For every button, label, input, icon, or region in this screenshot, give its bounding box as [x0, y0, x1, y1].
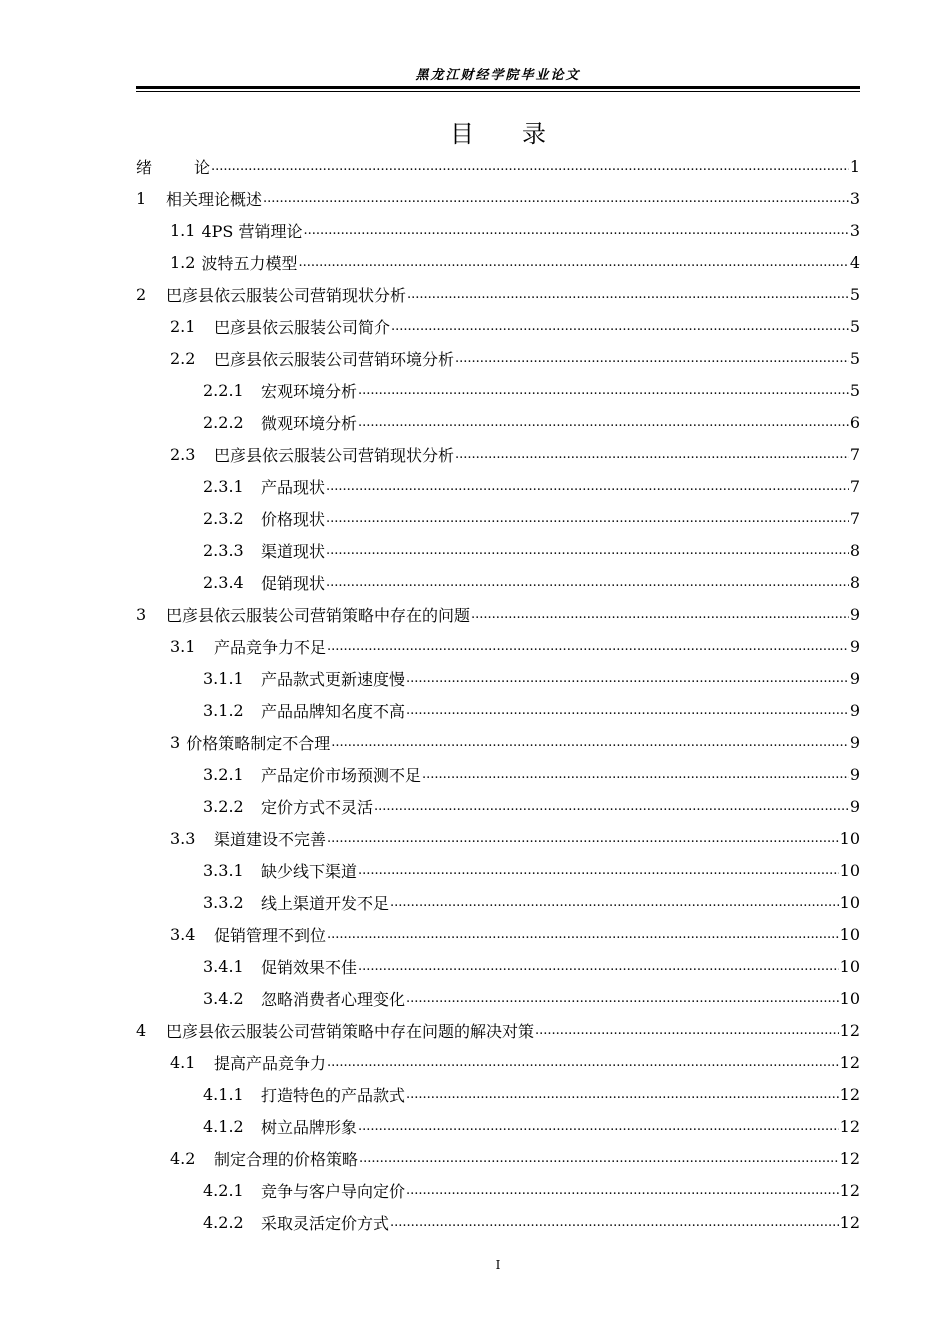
toc-entry-page: 9	[849, 796, 860, 816]
toc-entry-text: 宏观环境分析	[261, 381, 358, 401]
toc-entry[interactable]	[136, 1142, 860, 1174]
toc-entry-text: 巴彦县依云服装公司营销策略中存在的问题	[166, 605, 471, 625]
toc-entry[interactable]	[136, 694, 860, 726]
toc-entry-page: 12	[839, 1052, 860, 1072]
toc-leader-dots	[455, 445, 849, 463]
toc-entry[interactable]	[136, 214, 860, 246]
toc-entry-page: 7	[849, 476, 860, 496]
toc-entry-page: 12	[839, 1084, 860, 1104]
toc-entry-label	[170, 923, 326, 946]
toc-entry-number: 3.4	[170, 924, 196, 944]
toc-leader-dots	[374, 797, 849, 815]
toc-leader-dots	[358, 861, 839, 879]
toc-entry[interactable]	[136, 470, 860, 502]
toc-entry-page: 9	[849, 700, 860, 720]
toc-entry-page: 7	[849, 444, 860, 464]
toc-entry-text: 渠道现状	[261, 541, 326, 561]
toc-entry-number: 3.3	[170, 828, 196, 848]
toc-entry-page: 10	[839, 956, 860, 976]
toc-entry[interactable]	[136, 630, 860, 662]
page-number: I	[495, 1258, 501, 1272]
toc-entry[interactable]	[136, 438, 860, 470]
toc-entry-label	[203, 859, 357, 882]
toc-entry-text: 线上渠道开发不足	[261, 893, 390, 913]
toc-entry-label	[170, 731, 330, 754]
toc-entry-number: 3.2.2	[203, 796, 244, 816]
toc-leader-dots	[390, 1213, 839, 1231]
toc-entry[interactable]	[136, 566, 860, 598]
toc-entry-label	[203, 1211, 389, 1234]
toc-leader-dots	[406, 701, 849, 719]
toc-entry-text: 巴彦县依云服装公司营销策略中存在问题的解决对策	[166, 1021, 535, 1041]
toc-entry[interactable]	[136, 1110, 860, 1142]
toc-entry-number: 3	[170, 732, 181, 752]
toc-entry-text: 巴彦县依云服装公司营销现状分析	[166, 285, 407, 305]
toc-leader-dots	[327, 925, 839, 943]
toc-entry-label	[136, 155, 210, 178]
toc-entry-number: 1	[136, 188, 147, 208]
toc-entry-label	[136, 283, 406, 306]
toc-entry[interactable]	[136, 758, 860, 790]
toc-entry-text: 巴彦县依云服装公司营销现状分析	[214, 445, 455, 465]
toc-entry-label	[203, 667, 405, 690]
toc-entry-number: 2.2.2	[203, 412, 244, 432]
toc-entry-number: 1.1	[170, 220, 196, 240]
toc-entry[interactable]	[136, 502, 860, 534]
toc-entry-text: 产品定价市场预测不足	[261, 765, 422, 785]
toc-leader-dots	[391, 317, 849, 335]
toc-entry-text: 定价方式不灵活	[261, 797, 374, 817]
toc-entry-label	[203, 1083, 405, 1106]
toc-entry-page: 10	[839, 860, 860, 880]
toc-leader-dots	[211, 157, 849, 175]
toc-entry-label	[170, 251, 297, 274]
toc-entry[interactable]	[136, 534, 860, 566]
toc-entry-page: 1	[849, 156, 860, 176]
toc-entry-page: 12	[839, 1212, 860, 1232]
toc-entry-label	[203, 955, 357, 978]
toc-entry-page: 6	[849, 412, 860, 432]
toc-entry-page: 9	[849, 636, 860, 656]
toc-entry-page: 12	[839, 1148, 860, 1168]
toc-entry-label	[203, 1179, 405, 1202]
toc-leader-dots	[407, 285, 849, 303]
toc-leader-dots	[535, 1021, 839, 1039]
toc-entry[interactable]	[136, 1014, 860, 1046]
toc-entry-number: 4	[136, 1020, 147, 1040]
toc-leader-dots	[326, 477, 849, 495]
toc-entry[interactable]	[136, 726, 860, 758]
toc-entry-label	[170, 1147, 358, 1170]
toc-entry-text: 产品品牌知名度不高	[261, 701, 406, 721]
toc-entry-text: 忽略消费者心理变化	[261, 989, 406, 1009]
toc-leader-dots	[327, 829, 839, 847]
toc-entry-label	[170, 635, 326, 658]
toc-entry-number: 2.3.2	[203, 508, 244, 528]
toc-entry-label	[203, 891, 389, 914]
toc-entry-label	[136, 1019, 534, 1042]
toc-entry-text: 提高产品竞争力	[214, 1053, 327, 1073]
toc-entry-number: 2.1	[170, 316, 196, 336]
toc-entry[interactable]	[136, 342, 860, 374]
toc-entry-page: 5	[849, 380, 860, 400]
toc-entry-number: 4.1.2	[203, 1116, 244, 1136]
toc-entry-label	[170, 443, 454, 466]
header-rule-thick	[136, 86, 860, 89]
toc-entry-number: 2.3.3	[203, 540, 244, 560]
toc-leader-dots	[406, 1181, 839, 1199]
toc-entry-number: 绪	[136, 157, 153, 177]
toc-entry-number: 4.1.1	[203, 1084, 244, 1104]
toc-entry-number: 3	[136, 604, 147, 624]
toc-entry-page: 3	[849, 220, 860, 240]
toc-leader-dots	[327, 637, 849, 655]
toc-entry-label	[203, 1115, 357, 1138]
toc-entry[interactable]	[136, 854, 860, 886]
toc-entry[interactable]	[136, 790, 860, 822]
toc-entry-label	[170, 347, 454, 370]
toc-entry[interactable]	[136, 822, 860, 854]
toc-entry-page: 4	[849, 252, 860, 272]
toc-entry-label	[203, 507, 325, 530]
toc-entry-text: 树立品牌形象	[261, 1117, 358, 1137]
toc-leader-dots	[326, 509, 849, 527]
toc-entry-page: 7	[849, 508, 860, 528]
toc-entry-number: 2.3	[170, 444, 196, 464]
toc-entry-page: 5	[849, 348, 860, 368]
toc-leader-dots	[327, 1053, 839, 1071]
toc-entry[interactable]	[136, 374, 860, 406]
toc-entry[interactable]	[136, 918, 860, 950]
toc-leader-dots	[455, 349, 849, 367]
toc-leader-dots	[326, 541, 849, 559]
toc-entry-label	[136, 187, 262, 210]
toc-entry-label	[203, 987, 405, 1010]
toc-entry[interactable]	[136, 1206, 860, 1238]
toc-entry-label	[136, 603, 470, 626]
toc-entry-number: 2.3.4	[203, 572, 244, 592]
toc-entry[interactable]	[136, 1078, 860, 1110]
toc-entry-number: 3.2.1	[203, 764, 244, 784]
toc-entry-label	[203, 699, 405, 722]
toc-entry-text: 促销效果不佳	[261, 957, 358, 977]
toc-entry-number: 3.1.2	[203, 700, 244, 720]
toc-entry-number: 1.2	[170, 252, 196, 272]
toc-entry-text: 采取灵活定价方式	[261, 1213, 390, 1233]
toc-leader-dots	[406, 1085, 839, 1103]
toc-leader-dots	[298, 253, 848, 271]
toc-entry-page: 10	[839, 924, 860, 944]
toc-entry-text: 产品竞争力不足	[214, 637, 327, 657]
toc-leader-dots	[358, 413, 849, 431]
toc-leader-dots	[406, 989, 839, 1007]
toc-list	[136, 150, 860, 1238]
toc-entry[interactable]	[136, 310, 860, 342]
toc-entry[interactable]	[136, 1174, 860, 1206]
toc-entry-number: 2	[136, 284, 147, 304]
toc-entry[interactable]	[136, 662, 860, 694]
toc-entry-number: 2.2	[170, 348, 196, 368]
toc-entry[interactable]	[136, 886, 860, 918]
toc-entry-text: 价格策略制定不合理	[186, 733, 331, 753]
toc-leader-dots	[358, 1117, 839, 1135]
toc-entry-text: 渠道建设不完善	[214, 829, 327, 849]
toc-entry-number: 3.4.1	[203, 956, 244, 976]
toc-entry-label	[203, 571, 325, 594]
toc-entry-number: 3.1.1	[203, 668, 244, 688]
toc-leader-dots	[406, 669, 849, 687]
toc-entry-text: 缺少线下渠道	[261, 861, 358, 881]
toc-entry-text: 4PS 营销理论	[201, 221, 303, 241]
toc-entry-text: 巴彦县依云服装公司简介	[214, 317, 391, 337]
toc-entry-number: 4.2.1	[203, 1180, 244, 1200]
toc-entry-text: 产品现状	[261, 477, 326, 497]
toc-entry[interactable]	[136, 406, 860, 438]
toc-entry-number: 4.1	[170, 1052, 196, 1072]
toc-entry-text: 产品款式更新速度慢	[261, 669, 406, 689]
toc-leader-dots	[303, 221, 848, 239]
toc-entry-page: 9	[849, 764, 860, 784]
toc-entry-page: 12	[839, 1180, 860, 1200]
toc-entry-number: 3.1	[170, 636, 196, 656]
toc-entry[interactable]	[136, 598, 860, 630]
toc-entry-page: 9	[849, 732, 860, 752]
toc-entry-page: 12	[839, 1020, 860, 1040]
toc-entry-label	[203, 411, 357, 434]
toc-leader-dots	[326, 573, 849, 591]
toc-leader-dots	[422, 765, 849, 783]
toc-entry[interactable]	[136, 982, 860, 1014]
toc-entry-page: 8	[849, 572, 860, 592]
toc-entry[interactable]	[136, 150, 860, 182]
toc-title: 目 录	[450, 120, 546, 148]
toc-entry-label	[170, 315, 390, 338]
toc-entry-text: 波特五力模型	[201, 253, 298, 273]
toc-entry-text: 竞争与客户导向定价	[261, 1181, 406, 1201]
toc-entry-label	[203, 539, 325, 562]
toc-entry-page: 10	[839, 828, 860, 848]
toc-entry-text: 价格现状	[261, 509, 326, 529]
toc-entry-text: 促销管理不到位	[214, 925, 327, 945]
toc-entry-label	[170, 219, 302, 242]
toc-entry[interactable]	[136, 1046, 860, 1078]
header-rule-thin	[136, 91, 860, 92]
toc-entry-page: 9	[849, 668, 860, 688]
toc-entry-label	[203, 795, 373, 818]
toc-entry-number: 4.2	[170, 1148, 196, 1168]
toc-leader-dots	[263, 189, 849, 207]
toc-entry-number: 2.2.1	[203, 380, 244, 400]
toc-entry[interactable]	[136, 182, 860, 214]
toc-entry-text: 巴彦县依云服装公司营销环境分析	[214, 349, 455, 369]
toc-leader-dots	[471, 605, 849, 623]
toc-entry[interactable]	[136, 246, 860, 278]
toc-entry-text: 微观环境分析	[261, 413, 358, 433]
toc-entry-page: 9	[849, 604, 860, 624]
toc-entry-label	[203, 763, 421, 786]
toc-entry[interactable]	[136, 950, 860, 982]
toc-entry-number: 3.4.2	[203, 988, 244, 1008]
toc-entry-page: 5	[849, 316, 860, 336]
toc-leader-dots	[331, 733, 849, 751]
toc-entry[interactable]	[136, 278, 860, 310]
toc-entry-page: 3	[849, 188, 860, 208]
toc-entry-text: 相关理论概述	[166, 189, 263, 209]
toc-entry-page: 10	[839, 988, 860, 1008]
toc-leader-dots	[358, 957, 839, 975]
toc-entry-text: 促销现状	[261, 573, 326, 593]
toc-entry-number: 3.3.2	[203, 892, 244, 912]
toc-entry-text: 论	[194, 157, 211, 177]
toc-entry-label	[203, 475, 325, 498]
toc-entry-number: 4.2.2	[203, 1212, 244, 1232]
toc-entry-text: 打造特色的产品款式	[261, 1085, 406, 1105]
toc-entry-page: 12	[839, 1116, 860, 1136]
toc-leader-dots	[358, 381, 849, 399]
toc-entry-label	[170, 1051, 326, 1074]
toc-entry-page: 5	[849, 284, 860, 304]
toc-entry-page: 10	[839, 892, 860, 912]
toc-entry-number: 2.3.1	[203, 476, 244, 496]
toc-leader-dots	[359, 1149, 839, 1167]
toc-entry-label	[170, 827, 326, 850]
page-header: 黑龙江财经学院毕业论文	[415, 68, 581, 83]
toc-entry-page: 8	[849, 540, 860, 560]
toc-entry-number: 3.3.1	[203, 860, 244, 880]
toc-entry-text: 制定合理的价格策略	[214, 1149, 359, 1169]
toc-leader-dots	[390, 893, 839, 911]
toc-entry-label	[203, 379, 357, 402]
